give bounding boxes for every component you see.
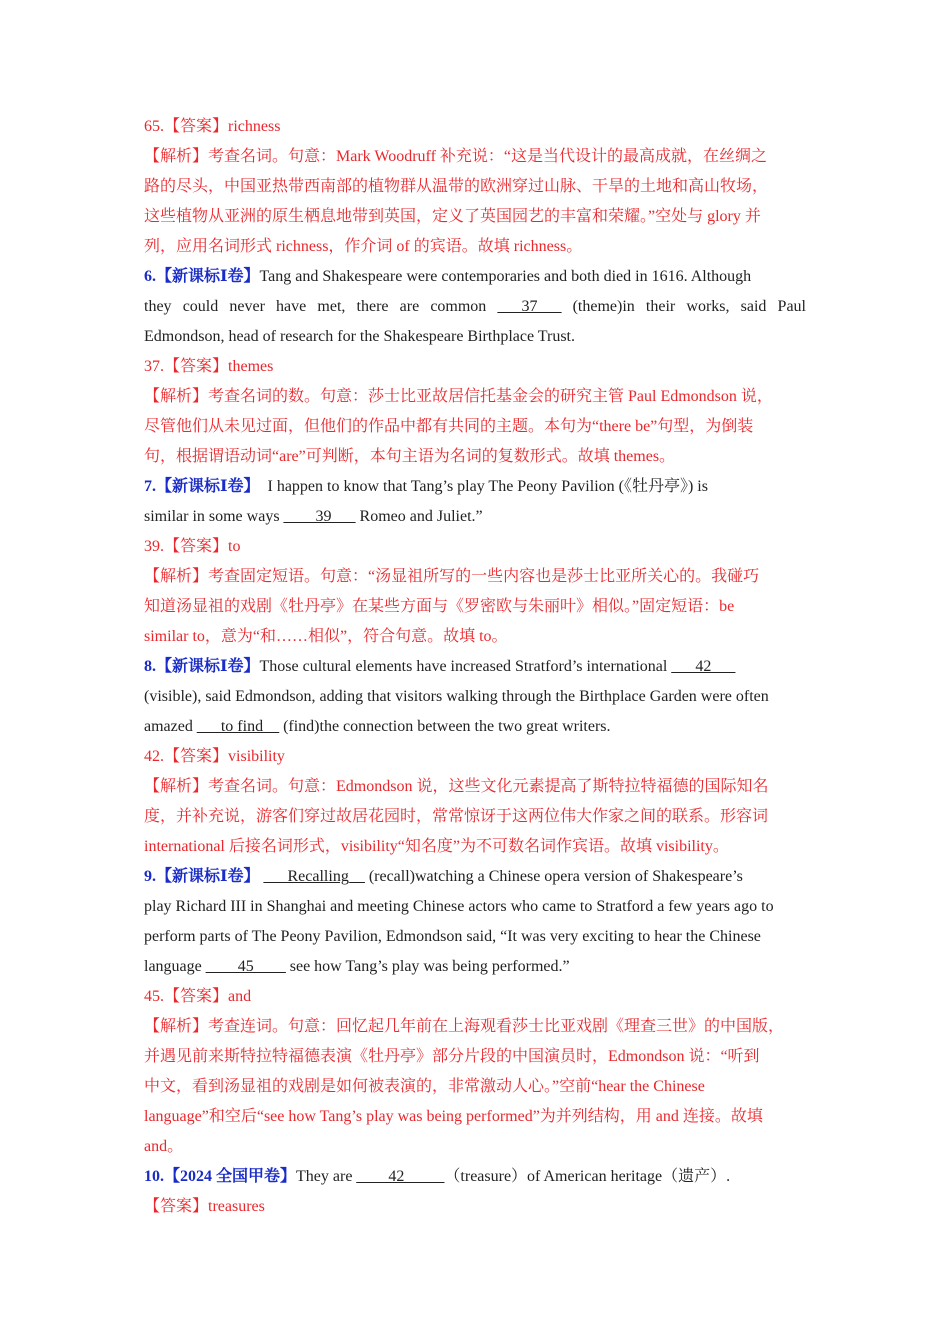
explanation-45-line-4: language”和空后“see how Tang’s play was being performed”为并列结构，用 and 连接。故填: [144, 1108, 763, 1125]
explanation-39-line-2: 知道汤显祖的戏剧《牡丹亭》在某些方面与《罗密欧与朱丽叶》相似。”固定短语：be: [144, 598, 735, 615]
answer-10: 【答案】treasures: [144, 1198, 265, 1215]
answer-39: 39.【答案】to: [144, 538, 241, 555]
explanation-42-line-3: international 后接名词形式，visibility“知名度”为不可数名词作宾语。故填 visibility。: [144, 838, 729, 855]
explanation-39-line-3: similar to，意为“和……相似”，符合句意。故填 to。: [144, 628, 508, 645]
explanation-39-line-1: 【解析】考查固定短语。句意：“汤显祖所写的一些内容也是莎士比亚所关心的。我碰巧: [144, 568, 760, 585]
question-9-line-2: play Richard III in Shanghai and meeting Chinese actors who came to Stratford a few years ago to: [144, 898, 774, 915]
answer-65: 65.【答案】richness: [144, 118, 281, 135]
explanation-45-line-2: 并遇见前来斯特拉特福德表演《牡丹亭》部分片段的中国演员时，Edmondson 说：“听到: [144, 1048, 760, 1065]
question-9-line-3: perform parts of The Peony Pavilion, Edmondson said, “It was very exciting to hear the Chinese: [144, 928, 761, 945]
question-6-line-3: Edmondson, head of research for the Shakespeare Birthplace Trust.: [144, 328, 575, 345]
answer-45: 45.【答案】and: [144, 988, 252, 1005]
blank-q10: ____42_____: [356, 1168, 445, 1185]
question-9-line-1: 9.【新课标Ⅰ卷】 ___Recalling__ (recall)watching a Chinese opera version of Shakespeare’s: [144, 868, 743, 885]
explanation-37-line-2: 尽管他们从未见过面，但他们的作品中都有共同的主题。本句为“there be”句型，为倒装: [144, 418, 754, 435]
blank-recalling: ___Recalling__: [263, 868, 365, 885]
explanation-65-line-4: 列，应用名词形式 richness，作介词 of 的宾语。故填 richness。: [144, 238, 583, 255]
blank-45: ____45____: [205, 958, 286, 975]
question-7-line-2: similar in some ways ____39___ Romeo and Juliet.”: [144, 508, 483, 525]
question-8-line-2: (visible), said Edmondson, adding that visitors walking through the Birthplace Garden were often: [144, 688, 769, 705]
blank-to-find: ___to find__: [196, 718, 280, 735]
explanation-37-line-3: 句，根据谓语动词“are”可判断，本句主语为名词的复数形式。故填 themes。: [144, 448, 676, 465]
question-8-line-1: 8.【新课标Ⅰ卷】Those cultural elements have increased Stratford’s international ___42___: [144, 658, 736, 675]
question-7-line-1: 7.【新课标Ⅰ卷】 I happen to know that Tang’s play The Peony Pavilion (《牡丹亭》) is: [144, 478, 708, 495]
explanation-37-line-1: 【解析】考查名词的数。句意：莎士比亚故居信托基金会的研究主管 Paul Edmondson 说，: [144, 388, 773, 405]
explanation-42-line-1: 【解析】考查名词。句意：Edmondson 说，这些文化元素提高了斯特拉特福德的国际知名: [144, 778, 769, 795]
question-9-line-4: language ____45____ see how Tang’s play was being performed.”: [144, 958, 570, 975]
question-10-line-1: 10.【2024 全国甲卷】They are ____42_____（treasure）of American heritage（遗产）.: [144, 1168, 731, 1185]
question-6-line-2: they could never have met, there are common ___37___ (theme)in their works, said Paul: [144, 298, 806, 315]
explanation-42-line-2: 度，并补充说，游客们穿过故居花园时，常常惊讶于这两位伟大作家之间的联系。形容词: [144, 808, 769, 825]
explanation-45-line-1: 【解析】考查连词。句意：回忆起几年前在上海观看莎士比亚戏剧《理查三世》的中国版，: [144, 1018, 785, 1035]
explanation-45-line-5: and。: [144, 1138, 184, 1155]
question-8-line-3: amazed ___to find__ (find)the connection between the two great writers.: [144, 718, 611, 735]
question-6-line-1: 6.【新课标Ⅰ卷】Tang and Shakespeare were contemporaries and both died in 1616. Although: [144, 268, 752, 285]
explanation-65-line-3: 这些植物从亚洲的原生栖息地带到英国，定义了英国园艺的丰富和荣耀。”空处与 glory 并: [144, 208, 761, 225]
blank-37: ___37___: [497, 298, 562, 315]
explanation-65-line-2: 路的尽头，中国亚热带西南部的植物群从温带的欧洲穿过山脉、干旱的土地和高山牧场，: [144, 178, 769, 195]
explanation-45-line-3: 中文，看到汤显祖的戏剧是如何被表演的，非常激动人心。”空前“hear the Chinese: [144, 1078, 705, 1095]
answer-42: 42.【答案】visibility: [144, 748, 285, 765]
blank-42: ___42___: [671, 658, 736, 675]
document-content: [144, 112, 806, 1222]
explanation-65-line-1: 【解析】考查名词。句意：Mark Woodruff 补充说：“这是当代设计的最高成就，在丝绸之: [144, 148, 768, 165]
blank-39: ____39___: [283, 508, 356, 525]
answer-37: 37.【答案】themes: [144, 358, 274, 375]
